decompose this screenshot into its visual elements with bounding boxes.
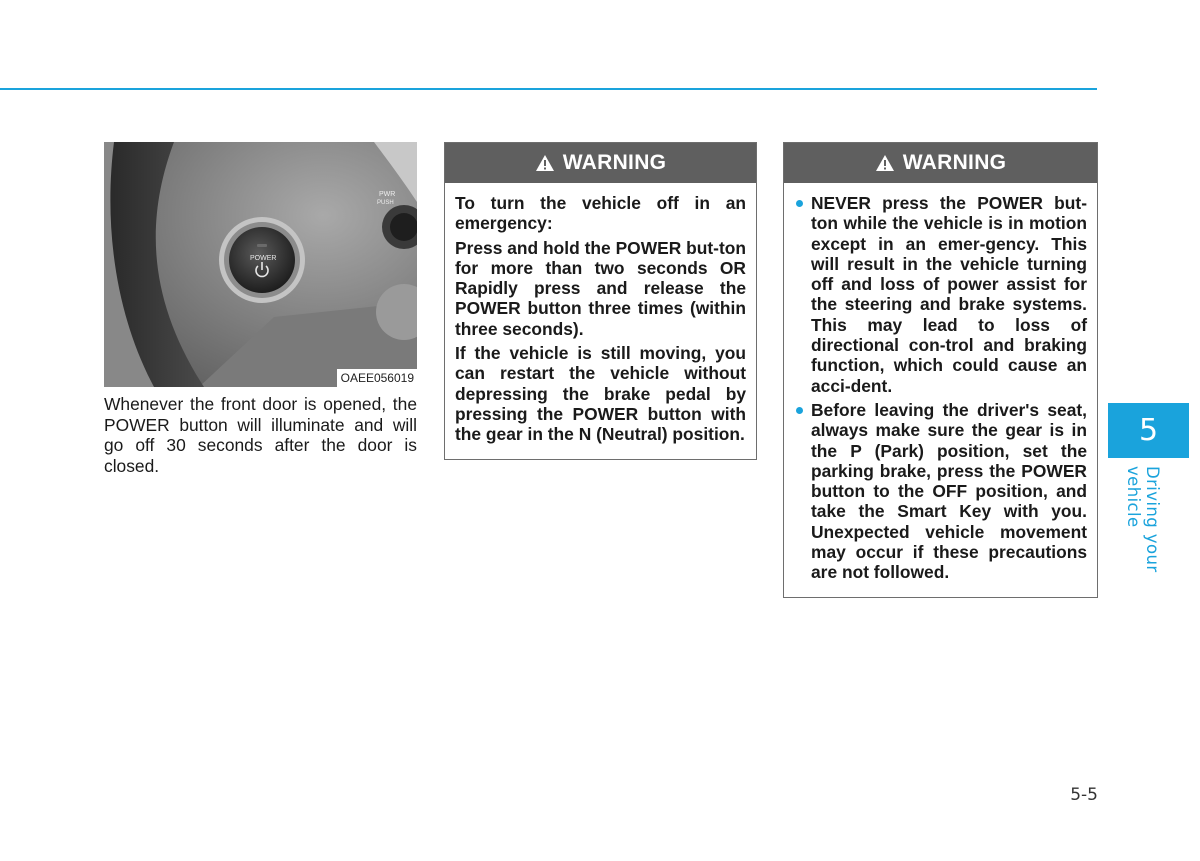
bullet-dot-icon	[796, 407, 803, 414]
warning-triangle-icon	[535, 154, 555, 172]
warning-bullet	[794, 400, 1087, 583]
power-button-label: POWER	[250, 255, 277, 262]
warning-triangle-icon	[875, 154, 895, 172]
chapter-tab[interactable]: 5	[1108, 403, 1189, 458]
chapter-name: Driving your vehicle	[1124, 466, 1162, 573]
panel-label-2: PUSH	[377, 200, 394, 206]
warning-header	[445, 143, 756, 183]
warning-bullet	[794, 193, 1087, 396]
warning-header	[784, 143, 1097, 183]
warning-title: WARNING	[902, 151, 1007, 174]
warning-box-emergency	[444, 142, 757, 460]
photo-code: OAEE056019	[337, 369, 417, 387]
warning-paragraph: To turn the vehicle off in an emergency:	[455, 193, 746, 234]
warning-paragraph: If the vehicle is still moving, you can restart the vehicle without depressing the brake pedal by pressing the POWER button with the gear in the N (Neutral) position.	[455, 343, 746, 445]
panel-label: PWR	[379, 191, 396, 198]
warning-paragraph: Press and hold the POWER but-ton for more than two seconds OR Rapidly press and release the POWER button three times (within three seconds).	[455, 237, 746, 339]
intro-paragraph: Whenever the front door is opened, the POWER button will illuminate and will go off 30 seconds after the door is closed.	[104, 394, 417, 476]
power-button-photo	[104, 142, 417, 387]
warning-box-power-misuse	[783, 142, 1098, 598]
page-number: 5-5	[1070, 785, 1098, 805]
header-rule	[0, 88, 1097, 90]
warning-bullet-text: Before leaving the driver's seat, always make sure the gear is in the P (Park) position, set the parking brake, press the POWER button to the OFF position, and take the Smart Key with you. Unexpected vehicle movement may occur if these precautions are not followed.	[811, 399, 1087, 583]
bullet-dot-icon	[796, 200, 803, 207]
warning-bullet-text: NEVER press the POWER but-ton while the vehicle is in motion except in an emer-gency. This will result in the vehicle turning off and loss of power assist for the steering and brake systems. This may lead to loss of directional con-trol and braking function, which could cause an acci-dent.	[811, 193, 1087, 396]
warning-title: WARNING	[562, 151, 667, 174]
